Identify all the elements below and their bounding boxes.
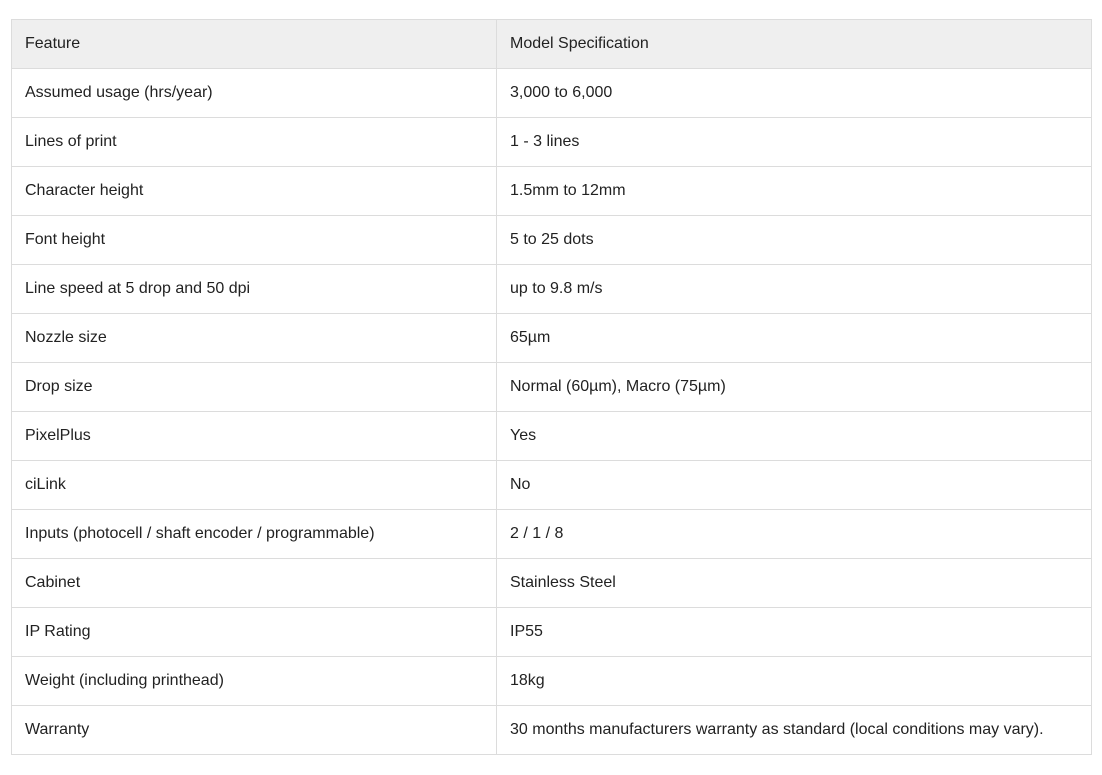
specification-cell: IP55 bbox=[497, 608, 1092, 657]
table-row bbox=[12, 412, 1092, 461]
table-row bbox=[12, 363, 1092, 412]
specification-cell: 1.5mm to 12mm bbox=[497, 167, 1092, 216]
specification-cell: Normal (60µm), Macro (75µm) bbox=[497, 363, 1092, 412]
feature-cell: Line speed at 5 drop and 50 dpi bbox=[12, 265, 497, 314]
feature-cell: Cabinet bbox=[12, 559, 497, 608]
table-row bbox=[12, 706, 1092, 755]
header-feature: Feature bbox=[12, 20, 497, 69]
table-row bbox=[12, 265, 1092, 314]
header-row bbox=[12, 20, 1092, 69]
specification-cell: 30 months manufacturers warranty as standard (local conditions may vary). bbox=[497, 706, 1092, 755]
specification-cell: 65µm bbox=[497, 314, 1092, 363]
header-model-specification: Model Specification bbox=[497, 20, 1092, 69]
specification-cell: 3,000 to 6,000 bbox=[497, 69, 1092, 118]
specification-cell: Stainless Steel bbox=[497, 559, 1092, 608]
table-row bbox=[12, 510, 1092, 559]
specification-cell: 2 / 1 / 8 bbox=[497, 510, 1092, 559]
table-header bbox=[12, 20, 1092, 69]
specification-cell: up to 9.8 m/s bbox=[497, 265, 1092, 314]
feature-cell: Character height bbox=[12, 167, 497, 216]
specification-cell: 5 to 25 dots bbox=[497, 216, 1092, 265]
feature-cell: Weight (including printhead) bbox=[12, 657, 497, 706]
specification-cell: 1 - 3 lines bbox=[497, 118, 1092, 167]
table-row bbox=[12, 216, 1092, 265]
feature-cell: Nozzle size bbox=[12, 314, 497, 363]
table-row bbox=[12, 657, 1092, 706]
table-row bbox=[12, 314, 1092, 363]
feature-cell: Inputs (photocell / shaft encoder / programmable) bbox=[12, 510, 497, 559]
feature-cell: ciLink bbox=[12, 461, 497, 510]
table-row bbox=[12, 608, 1092, 657]
feature-cell: Lines of print bbox=[12, 118, 497, 167]
specification-cell: No bbox=[497, 461, 1092, 510]
table-row bbox=[12, 167, 1092, 216]
table-row bbox=[12, 69, 1092, 118]
feature-cell: Font height bbox=[12, 216, 497, 265]
specification-table bbox=[11, 19, 1092, 755]
feature-cell: PixelPlus bbox=[12, 412, 497, 461]
table-row bbox=[12, 559, 1092, 608]
table-body bbox=[12, 69, 1092, 755]
table-row bbox=[12, 118, 1092, 167]
feature-cell: Drop size bbox=[12, 363, 497, 412]
specification-cell: 18kg bbox=[497, 657, 1092, 706]
table-row bbox=[12, 461, 1092, 510]
feature-cell: Warranty bbox=[12, 706, 497, 755]
feature-cell: Assumed usage (hrs/year) bbox=[12, 69, 497, 118]
feature-cell: IP Rating bbox=[12, 608, 497, 657]
specification-cell: Yes bbox=[497, 412, 1092, 461]
